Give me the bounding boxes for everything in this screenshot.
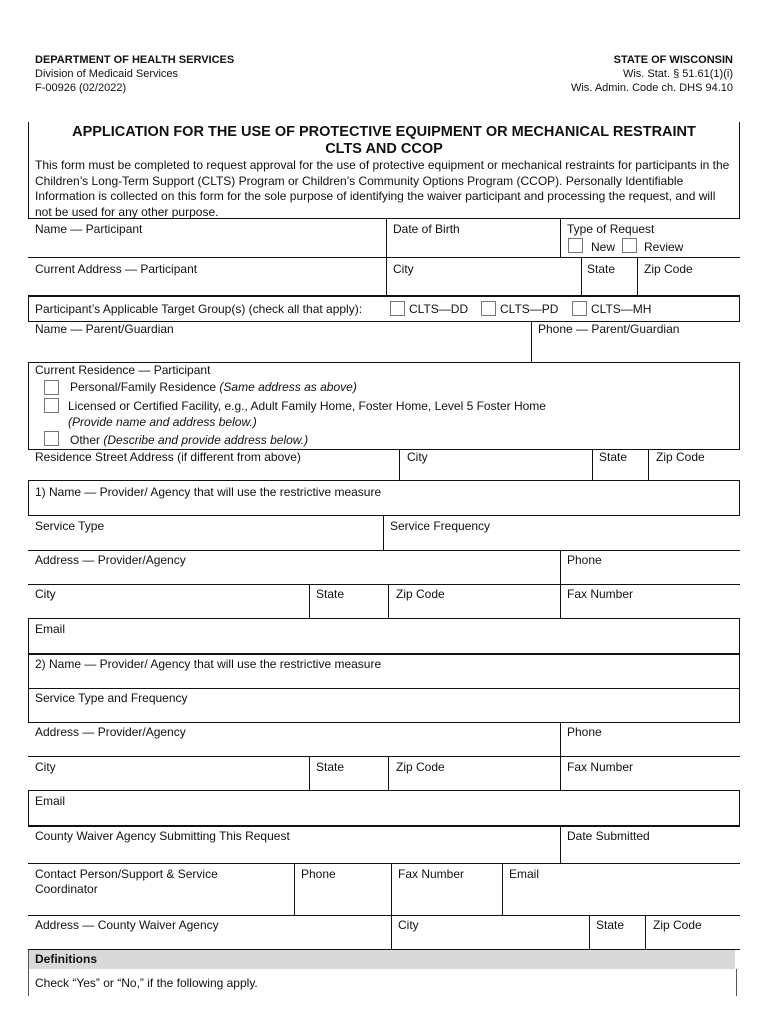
provider2-zip-field[interactable]: Zip Code	[396, 760, 445, 774]
divider	[531, 321, 532, 363]
divider	[399, 449, 400, 480]
contact-person-field[interactable]	[35, 867, 218, 897]
residence-zip-field[interactable]: Zip Code	[656, 450, 705, 464]
divider	[28, 618, 29, 653]
form-subtitle: CLTS AND CCOP	[325, 141, 443, 157]
licensed-facility-note: (Provide name and address below.)	[68, 415, 257, 429]
divider	[502, 863, 503, 915]
family-residence-text: Personal/Family Residence	[70, 380, 217, 394]
divider	[28, 863, 740, 864]
provider2-name-field[interactable]: 2) Name — Provider/ Agency that will use the restrictive measure	[35, 657, 382, 671]
residence-city-field[interactable]: City	[407, 450, 428, 464]
review-label: Review	[644, 240, 684, 254]
dob-field[interactable]: Date of Birth	[393, 222, 460, 236]
clts-dd-label: CLTS—DD	[409, 302, 469, 316]
divider	[28, 480, 29, 515]
guardian-name-field[interactable]: Name — Parent/Guardian	[35, 322, 174, 336]
family-residence-label	[70, 380, 357, 395]
divider	[28, 218, 740, 219]
divider	[28, 295, 740, 297]
new-checkbox[interactable]	[568, 238, 583, 253]
divider	[28, 790, 740, 791]
form-body	[28, 122, 740, 1002]
target-group-label: Participant’s Applicable Target Group(s) (check all that apply):	[35, 302, 363, 316]
state-name: STATE OF WISCONSIN	[613, 54, 733, 66]
divider	[28, 618, 740, 619]
divider	[648, 449, 649, 480]
new-label: New	[591, 240, 616, 254]
provider2-email-field[interactable]: Email	[35, 794, 66, 808]
county-email-field[interactable]: Email	[509, 867, 540, 881]
provider1-phone-field[interactable]: Phone	[567, 553, 602, 567]
divider	[645, 915, 646, 949]
type-of-request-label: Type of Request	[567, 222, 655, 236]
department-name: DEPARTMENT OF HEALTH SERVICES	[35, 54, 235, 66]
review-checkbox[interactable]	[622, 238, 637, 253]
clts-pd-label: CLTS—PD	[500, 302, 559, 316]
admin-code-ref: Wis. Admin. Code ch. DHS 94.10	[570, 82, 733, 94]
divider	[28, 480, 740, 481]
licensed-facility-checkbox[interactable]	[44, 398, 59, 413]
divider	[560, 825, 561, 863]
divider	[309, 584, 310, 618]
divider	[294, 863, 295, 915]
divider	[581, 257, 582, 295]
divider	[739, 295, 740, 322]
provider1-fax-field[interactable]: Fax Number	[567, 587, 634, 601]
divider	[28, 915, 740, 916]
participant-city-field[interactable]: City	[393, 262, 414, 276]
other-residence-text: Other	[70, 433, 101, 447]
divider	[28, 550, 740, 551]
division-name: Division of Medicaid Services	[35, 68, 179, 80]
header-left	[35, 53, 234, 95]
definitions-body	[28, 969, 737, 996]
divider	[739, 790, 740, 825]
divider	[28, 790, 29, 825]
provider1-email-field[interactable]: Email	[35, 622, 66, 636]
provider1-name-field[interactable]: 1) Name — Provider/ Agency that will use the restrictive measure	[35, 485, 382, 499]
other-residence-checkbox[interactable]	[44, 431, 59, 446]
current-residence-label: Current Residence — Participant	[35, 363, 211, 377]
county-address-field[interactable]: Address — County Waiver Agency	[35, 918, 219, 932]
divider	[28, 515, 740, 516]
family-residence-note: (Same address as above)	[219, 380, 357, 394]
licensed-facility-label: Licensed or Certified Facility, e.g., Adult Family Home, Foster Home, Level 5 Foster Home	[68, 399, 546, 413]
provider1-state-field[interactable]: State	[316, 587, 345, 601]
divider	[28, 295, 29, 322]
provider1-address-field[interactable]: Address — Provider/Agency	[35, 553, 186, 567]
clts-pd-checkbox[interactable]	[481, 301, 496, 316]
clts-mh-checkbox[interactable]	[572, 301, 587, 316]
other-residence-label	[70, 433, 308, 448]
divider	[388, 756, 389, 790]
provider1-zip-field[interactable]: Zip Code	[396, 587, 445, 601]
guardian-phone-field[interactable]: Phone — Parent/Guardian	[538, 322, 680, 336]
divider	[388, 584, 389, 618]
divider	[28, 722, 740, 723]
definitions-heading: Definitions	[35, 952, 97, 966]
definitions-text: Check “Yes” or “No,” if the following apply.	[35, 976, 258, 990]
provider1-service-frequency-field[interactable]: Service Frequency	[390, 519, 491, 533]
provider2-city-field[interactable]: City	[35, 760, 56, 774]
county-zip-field[interactable]: Zip Code	[653, 918, 702, 932]
residence-street-field[interactable]: Residence Street Address (if different from above)	[35, 450, 301, 464]
participant-zip-field[interactable]: Zip Code	[644, 262, 693, 276]
county-city-field[interactable]: City	[398, 918, 419, 932]
divider	[28, 257, 740, 258]
divider	[592, 449, 593, 480]
date-submitted-field[interactable]: Date Submitted	[567, 829, 650, 843]
divider	[637, 257, 638, 295]
divider	[589, 915, 590, 949]
divider	[28, 584, 740, 585]
header-right	[571, 53, 733, 95]
participant-address-field[interactable]: Current Address — Participant	[35, 262, 198, 276]
intro-text: This form must be completed to request approval for the use of protective equipment or mechanical restraints for participants in the Children’s Long-Term Support (CLTS) Program or Children’s Community Options Program (CCOP). Personally Identifiable Information is collected on this form for the sole purpose of identifying the waiver participant and processing the request, and will not be used for any other purpose.	[35, 158, 730, 219]
county-agency-field[interactable]: County Waiver Agency Submitting This Request	[35, 829, 290, 843]
divider	[28, 362, 29, 450]
divider	[28, 653, 740, 655]
divider	[28, 756, 740, 757]
clts-dd-checkbox[interactable]	[390, 301, 405, 316]
form-number: F-00926 (02/2022)	[35, 82, 127, 94]
provider2-address-field[interactable]: Address — Provider/Agency	[35, 725, 186, 739]
residence-state-field[interactable]: State	[599, 450, 628, 464]
county-phone-field[interactable]: Phone	[301, 867, 336, 881]
provider1-city-field[interactable]: City	[35, 587, 56, 601]
divider	[28, 950, 29, 996]
county-state-field[interactable]: State	[596, 918, 625, 932]
provider1-service-type-field[interactable]: Service Type	[35, 519, 105, 533]
provider2-fax-field[interactable]: Fax Number	[567, 760, 634, 774]
participant-name-field[interactable]: Name — Participant	[35, 222, 143, 236]
other-residence-note: (Describe and provide address below.)	[103, 433, 309, 447]
county-fax-field[interactable]: Fax Number	[398, 867, 465, 881]
contact-person-line2: Coordinator	[35, 882, 98, 896]
clts-mh-label: CLTS—MH	[591, 302, 652, 316]
provider2-service-field[interactable]: Service Type and Frequency	[35, 691, 188, 705]
divider	[28, 688, 740, 689]
divider	[739, 618, 740, 653]
participant-state-field[interactable]: State	[587, 262, 616, 276]
provider2-state-field[interactable]: State	[316, 760, 345, 774]
family-residence-checkbox[interactable]	[44, 380, 59, 395]
divider	[739, 362, 740, 450]
divider	[309, 756, 310, 790]
provider2-phone-field[interactable]: Phone	[567, 725, 602, 739]
form-title: APPLICATION FOR THE USE OF PROTECTIVE EQUIPMENT OR MECHANICAL RESTRAINT	[72, 124, 696, 140]
divider	[739, 480, 740, 515]
divider	[560, 218, 561, 258]
statute-ref: Wis. Stat. § 51.61(1)(i)	[622, 68, 733, 80]
contact-person-line1: Contact Person/Support & Service	[35, 867, 218, 881]
divider	[28, 825, 740, 827]
definitions-header	[28, 950, 735, 969]
divider	[391, 863, 392, 949]
divider	[383, 515, 384, 550]
